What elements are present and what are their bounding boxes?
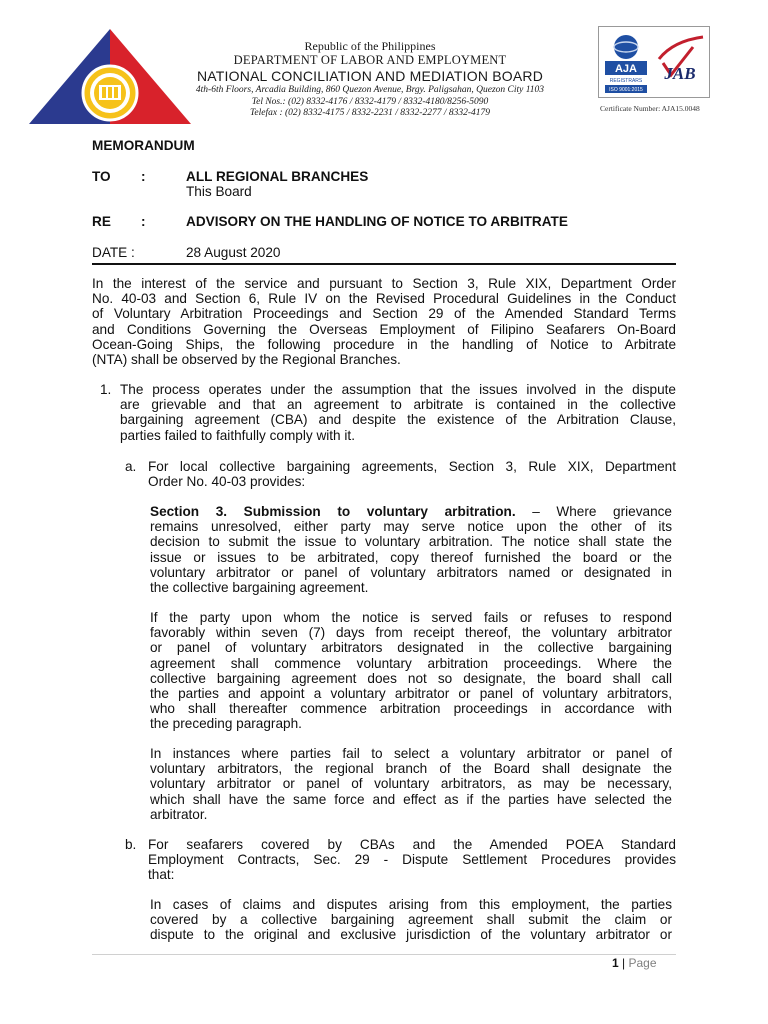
text-line: In the interest of the service and pursuant to Section 3, Rule XIX, Department Order [92, 276, 676, 291]
text-line [150, 504, 672, 519]
text-line: are grievable and that an agreement to arbitrate is contained in the collective [120, 397, 676, 413]
text-line: Ocean-Going Ships, the following procedure in the handling of Notice to Arbitrate [92, 336, 676, 352]
text-line: and Conditions Governing the Overseas Employment of Filipino Seafarers On-Board [92, 321, 676, 337]
section-3-heading: Section 3. Submission to voluntary arbitration. [150, 504, 516, 519]
text-line: decision to submit the issue to voluntary arbitration. The notice shall state the [150, 534, 672, 550]
date-value: 28 August 2020 [186, 245, 281, 260]
re-label: RE [92, 214, 111, 229]
text-line: that: [148, 867, 175, 883]
telefax-line: Telefax : (02) 8332-4175 / 8332-2231 / 8332-2277 / 8332-4179 [249, 108, 491, 118]
text-line: the parties and appoint a voluntary arbitrator or panel of voluntary arbitrators, [150, 686, 672, 702]
text-line: agreement shall commence voluntary arbitration proceedings. Where the [150, 655, 672, 671]
text-line: collective bargaining agreement does not so designate, the board shall call [150, 670, 672, 686]
memo-title: MEMORANDUM [92, 138, 195, 153]
text-line: arbitrator. [150, 806, 208, 822]
text-line: voluntary arbitrators, the regional branch of the Board shall designate the [150, 761, 672, 777]
text-line: For seafarers covered by CBAs and the Amended POEA Standard [148, 837, 676, 852]
text-line: For local collective bargaining agreements, Section 3, Rule XIX, Department [148, 459, 676, 474]
department-line: DEPARTMENT OF LABOR AND EMPLOYMENT [233, 53, 507, 67]
to-value: ALL REGIONAL BRANCHES [186, 169, 369, 184]
svg-text:AJA: AJA [614, 63, 638, 75]
text-line: (NTA) shall be observed by the Regional Branches. [92, 352, 401, 368]
item-a-label: a. [125, 459, 137, 474]
svg-text:REGISTRARS: REGISTRARS [609, 78, 643, 84]
text-line: of Voluntary Arbitration Proceedings and Section 29 of the Amended Standard Terms [92, 306, 676, 322]
address-line: 4th-6th Floors, Arcadia Building, 860 Quezon Avenue, Brgy. Paligsahan, Quezon City 1103 [195, 85, 545, 95]
text-line: In cases of claims and disputes arising from this employment, the parties [150, 897, 672, 912]
text-line: parties failed to faithfully comply with it. [120, 427, 355, 443]
text-line: bargaining agreement (CBA) and despite the existence of the Arbitration Clause, [120, 412, 676, 428]
intro-paragraph [92, 276, 676, 367]
text-line: issue or issues to be arbitrated, copy thereof furnished the board or the [150, 549, 672, 565]
text-line: voluntary arbitrator or panel of voluntary arbitrators, as may be necessary, [150, 776, 672, 792]
text-fragment: – Where grievance [515, 504, 672, 519]
section-29-paragraph [150, 897, 672, 943]
text-line: No. 40-03 and Section 6, Rule IV on the Revised Procedural Guidelines in the Conduct [92, 291, 676, 307]
text-line: or panel of voluntary arbitrators designated in the collective bargaining [150, 640, 672, 656]
aja-registrars-logo [603, 31, 649, 95]
section-3-paragraph [150, 504, 672, 595]
page-footer [612, 956, 657, 970]
text-line: the collective bargaining agreement. [150, 580, 369, 596]
text-line: covered by a collective bargaining agreement shall submit the claim or [150, 912, 672, 928]
item-a-paragraph [148, 459, 676, 489]
page-label: Page [628, 956, 657, 970]
text-line: dispute to the original and exclusive jurisdiction of the voluntary arbitrator or [150, 927, 672, 943]
tel-line: Tel Nos.: (02) 8332-4176 / 8332-4179 / 8332-4180/8256-5090 [251, 96, 489, 107]
page-separator: | [622, 956, 626, 970]
text-line: remains unresolved, either party may serve notice upon the other of its [150, 519, 672, 535]
to-subline: This Board [186, 184, 252, 199]
footer-divider [92, 954, 676, 955]
to-colon: : [141, 169, 146, 184]
letterhead [160, 40, 580, 120]
text-line: who shall thereafter commence arbitration proceedings in accordance with [150, 701, 672, 717]
board-name: NATIONAL CONCILIATION AND MEDIATION BOARD [196, 68, 544, 84]
svg-text:ISO 9001:2015: ISO 9001:2015 [609, 87, 643, 93]
text-line: voluntary arbitrator or panel of voluntary arbitrators named or designated in [150, 564, 672, 580]
text-line: Employment Contracts, Sec. 29 - Dispute Settlement Procedures provides [148, 852, 676, 868]
text-line: which shall have the same force and effect as if the parties have selected the [150, 791, 672, 807]
text-line: the preceding paragraph. [150, 716, 302, 732]
page-number: 1 [612, 956, 619, 970]
to-label: TO [92, 169, 111, 184]
text-line: In instances where parties fail to select a voluntary arbitrator or panel of [150, 746, 672, 761]
re-colon: : [141, 214, 146, 229]
date-label: DATE : [92, 245, 135, 260]
section-3-paragraph-2 [150, 610, 672, 732]
text-line: favorably within seven (7) days from receipt thereof, the voluntary arbitrator [150, 625, 672, 641]
text-line: Order No. 40-03 provides: [148, 474, 306, 490]
certificate-number: Certificate Number: AJA15.0048 [600, 104, 700, 113]
jab-accreditation-logo [653, 33, 707, 93]
item-1-number: 1. [100, 382, 112, 397]
certification-logos [598, 26, 710, 98]
section-3-paragraph-3 [150, 746, 672, 822]
svg-text:JAB: JAB [664, 64, 696, 83]
memo-divider [92, 263, 676, 265]
item-1-paragraph [120, 382, 676, 443]
item-b-paragraph [148, 837, 676, 883]
re-value: ADVISORY ON THE HANDLING OF NOTICE TO ARBITRATE [186, 214, 568, 229]
item-b-label: b. [125, 837, 137, 852]
republic-line: Republic of the Philippines [304, 39, 436, 53]
text-line: The process operates under the assumption that the issues involved in the dispute [120, 382, 676, 397]
text-line: If the party upon whom the notice is served fails or refuses to respond [150, 610, 672, 625]
